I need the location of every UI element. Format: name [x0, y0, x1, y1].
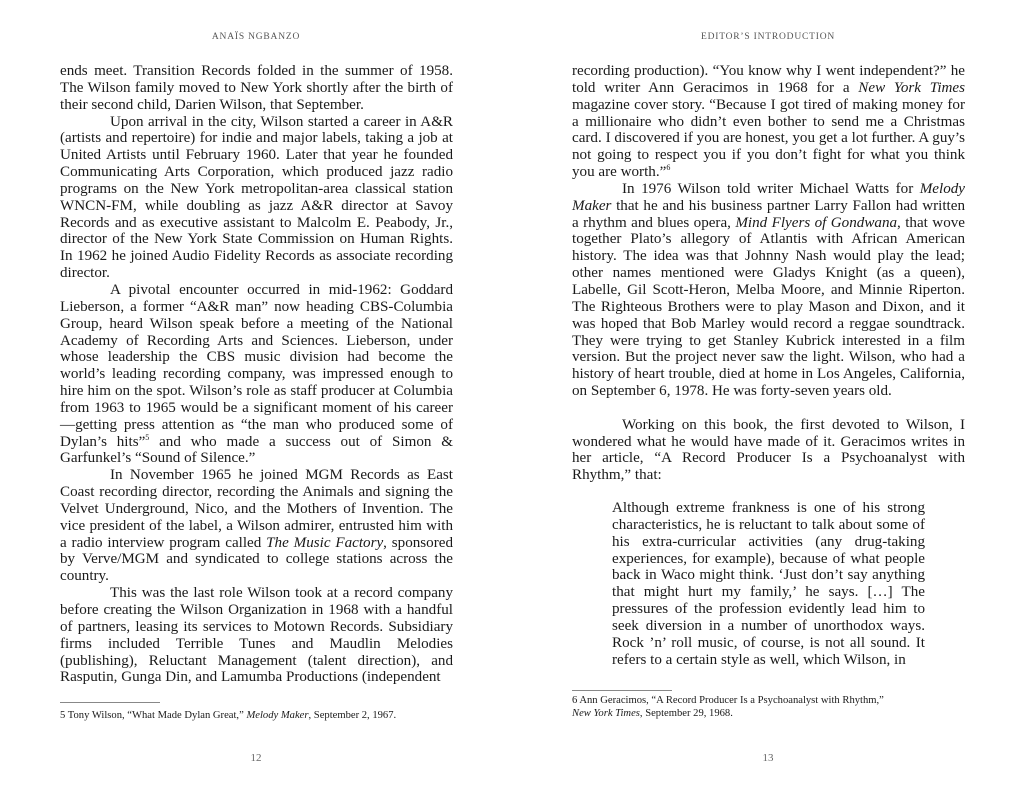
publication-title: Melody Maker	[572, 180, 965, 214]
page-number: 13	[762, 752, 774, 764]
paragraph-text: that he and his business partner Larry Fallon had written a rhythm and blues opera,	[572, 197, 965, 231]
footnote-text: Ann Geracimos, “A Record Producer Is a Psychoanalyst with Rhythm,”	[577, 695, 884, 706]
paragraph: This was the last role Wilson took at a record company before creating the Wilson Organization in 1968 with a handful of partners, leasing its services to Motown Records. Subsidiary firms included Terrible Tunes and Maudlin Melodies (publishing), Reluctant Management (talent direction), and Rasputin, Gunga Din, and Lamumba Productions (independent	[60, 585, 453, 686]
footnote-text: Tony Wilson, “What Made Dylan Great,”	[65, 710, 247, 721]
paragraph-text: In 1976 Wilson told writer Michael Watts for	[622, 180, 920, 197]
right-body-text	[572, 63, 965, 669]
footnote-text: , September 2, 1967.	[308, 710, 397, 721]
paragraph	[60, 467, 453, 585]
paragraph-text: , sponsored by Verve/MGM and syndicated to college stations across the country.	[60, 534, 453, 585]
footnote	[60, 709, 453, 722]
page-number: 12	[250, 752, 262, 764]
paragraph	[572, 63, 965, 181]
footnote-source: Melody Maker	[246, 710, 309, 721]
footnote-rule	[572, 690, 672, 691]
paragraph-text: , that wove together Plato’s allegory of Atlantis with African American history. The idea was that Johnny Nash would play the lead; other names mentioned were Gladys Knight (as a queen), Labelle, Gil Scott-Heron, Melba Moore, and Minnie Riperton. The Righteous Brothers were to play Mason and Dixon, and it was hoped that Bob Marley would record a reggae soundtrack. They were trying to get Stanley Kubrick interested in a film version. But the project never saw the light. Wilson, who had a history of heart trouble, died at home in Los Angeles, California, on September 6, 1978. He was forty-seven years old.	[572, 214, 965, 400]
footnote-source: New York Times	[572, 708, 640, 720]
paragraph: Upon arrival in the city, Wilson started a career in A&R (artists and repertoire) for indie and major labels, taking a job at United Artists until February 1960. Later that year he founded Communicating Arts Corporation, which produced jazz radio programs on the New York metropolitan-area classical station WNCN-FM, while doubling as jazz A&R director at Savoy Records and as executive assistant to Malcolm E. Peabody, Jr., director of the New York State Commission on Human Rights. In 1962 he joined Audio Fidelity Records as associate recording director.	[60, 113, 453, 282]
publication-title: New York Times	[858, 79, 965, 96]
paragraph-text: and who made a success out of Simon & Garfunkel’s “Sound of Silence.”	[60, 433, 453, 467]
opera-title: Mind Flyers of Gondwana	[735, 214, 898, 231]
right-page	[512, 0, 1024, 786]
paragraph-text: A pivotal encounter occurred in mid-1962: Goddard Lieberson, a former “A&R man” now heading CBS-Columbia Group, heard Wilson speak before a meeting of the National Academy of Recording Arts and Sciences. Lieberson, under whose leadership the CBS music division had become the world’s leading recording company, was impressed enough to hire him on the spot. Wilson’s role as staff producer at Columbia from 1963 to 1965 would be a significant moment of his career—getting press attention as “the man who produced some of Dylan’s hits”	[60, 281, 453, 450]
paragraph	[60, 282, 453, 467]
footnote-text: , September 29, 1968.	[639, 708, 733, 720]
footnote	[572, 694, 965, 720]
running-head-author: ANAÏS NGBANZO	[211, 32, 301, 42]
footnote-number: 5	[60, 710, 66, 721]
paragraph: Working on this book, the first devoted to Wilson, I wondered what he would have made of it. Geracimos writes in her article, “A Record Producer Is a Psychoanalyst with Rhythm,” that:	[572, 416, 965, 484]
block-quote: Although extreme frankness is one of his strong characteristics, he is reluctant to talk about some of his extra-curricular activities (any drug-taking experiences, for example), because of what people back in Waco might think. ‘Just don’t say anything that might hurt my family,’ he says. […] The pressures of the profession evidently lead him to seek diversion in a number of unorthodox ways. Rock ’n’ roll music, of course, is not all sound. It refers to a certain style as well, which Wilson, in	[612, 500, 925, 668]
running-head-section: EDITOR’S INTRODUCTION	[700, 32, 836, 42]
program-title: The Music Factory	[266, 534, 384, 551]
footnote-number: 6	[572, 695, 578, 706]
footnote-marker[interactable]: 6	[666, 163, 671, 173]
paragraph-text: recording production). “You know why I went independent?” he told writer Ann Geracimos in 1968 for a	[572, 63, 965, 96]
paragraph	[572, 181, 965, 400]
paragraph: ends meet. Transition Records folded in the summer of 1958. The Wilson family moved to New York shortly after the birth of their second child, Darien Wilson, that September.	[60, 63, 453, 113]
paragraph-text: In November 1965 he joined MGM Records as East Coast recording director, recording the Animals and signing the Velvet Underground, Nico, and the Mothers of Invention. The vice president of the label, a Wilson admirer, entrusted him with a radio interview program called	[60, 467, 453, 551]
left-body-text	[60, 63, 453, 686]
paragraph-text: magazine cover story. “Because I got tired of making money for a millionaire who didn’t even bother to send me a Christmas card. I discovered if you are honest, you get a lot further. A guy’s not going to respect you if you don’t fight for what you think you are worth.”	[572, 96, 965, 181]
footnote-rule	[60, 702, 160, 703]
footnote-marker[interactable]: 5	[145, 432, 150, 442]
